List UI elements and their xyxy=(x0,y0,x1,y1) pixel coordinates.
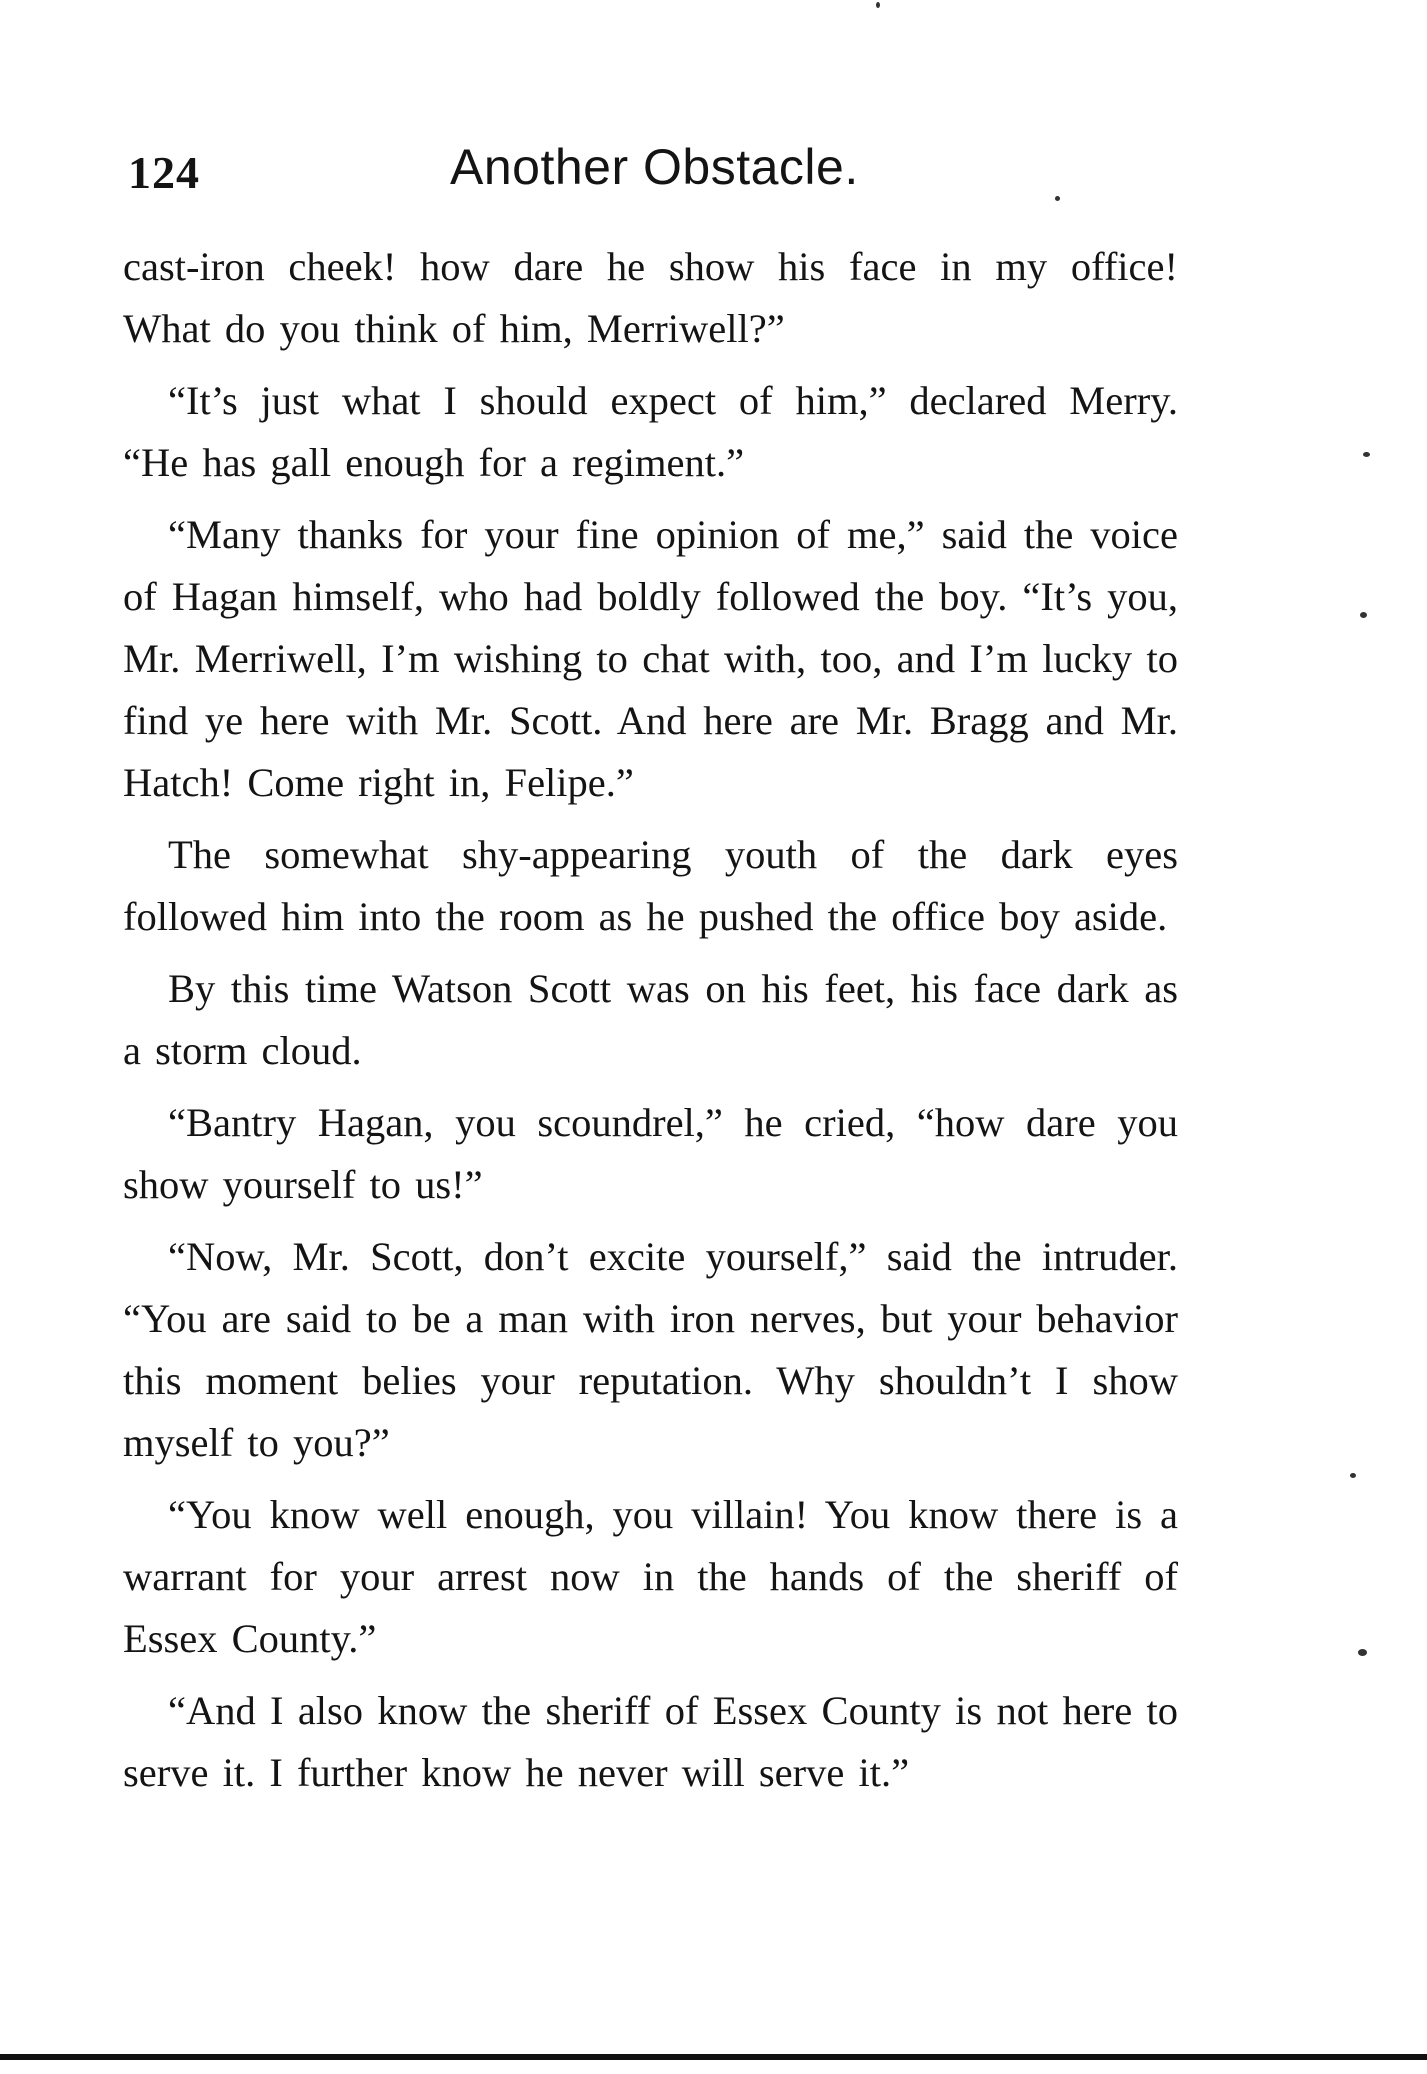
paragraph: cast-iron cheek! how dare he show his face in my office! What do you think of him, Merriwell?” xyxy=(123,244,1178,351)
scan-speck xyxy=(1055,196,1060,201)
scan-speck xyxy=(1358,1649,1367,1656)
scan-speck xyxy=(1360,612,1367,618)
scan-speck xyxy=(1363,452,1370,457)
scan-speck xyxy=(1350,1473,1356,1478)
paragraph: “And I also know the sheriff of Essex County is not here to serve it. I further know he never will serve it.” xyxy=(123,1688,1178,1795)
body-text xyxy=(123,236,1178,1814)
running-title: Another Obstacle. xyxy=(450,139,859,195)
paragraph: “Bantry Hagan, you scoundrel,” he cried, “how dare you show yourself to us!” xyxy=(123,1100,1178,1207)
paragraph: “It’s just what I should expect of him,” declared Merry. “He has gall enough for a regiment.” xyxy=(123,378,1178,485)
paragraph: “Many thanks for your fine opinion of me,” said the voice of Hagan himself, who had boldly followed the boy. “It’s you, Mr. Merriwell, I’m wishing to chat with, too, and I’m lucky to find ye here with Mr. Scott. And here are Mr. Bragg and Mr. Hatch! Come right in, Felipe.” xyxy=(123,512,1178,805)
paragraph: By this time Watson Scott was on his feet, his face dark as a storm cloud. xyxy=(123,966,1178,1073)
scan-speck xyxy=(876,2,880,8)
page-number: 124 xyxy=(128,147,200,198)
paragraph: The somewhat shy-appearing youth of the dark eyes followed him into the room as he pushed the office boy aside. xyxy=(123,832,1178,939)
paragraph: “You know well enough, you villain! You know there is a warrant for your arrest now in the hands of the sheriff of Essex County.” xyxy=(123,1492,1178,1661)
paragraph: “Now, Mr. Scott, don’t excite yourself,” said the intruder. “You are said to be a man with iron nerves, but your behavior this moment belies your reputation. Why shouldn’t I show myself to you?” xyxy=(123,1234,1178,1465)
bottom-rule xyxy=(0,2054,1427,2060)
page-header xyxy=(120,138,1180,208)
